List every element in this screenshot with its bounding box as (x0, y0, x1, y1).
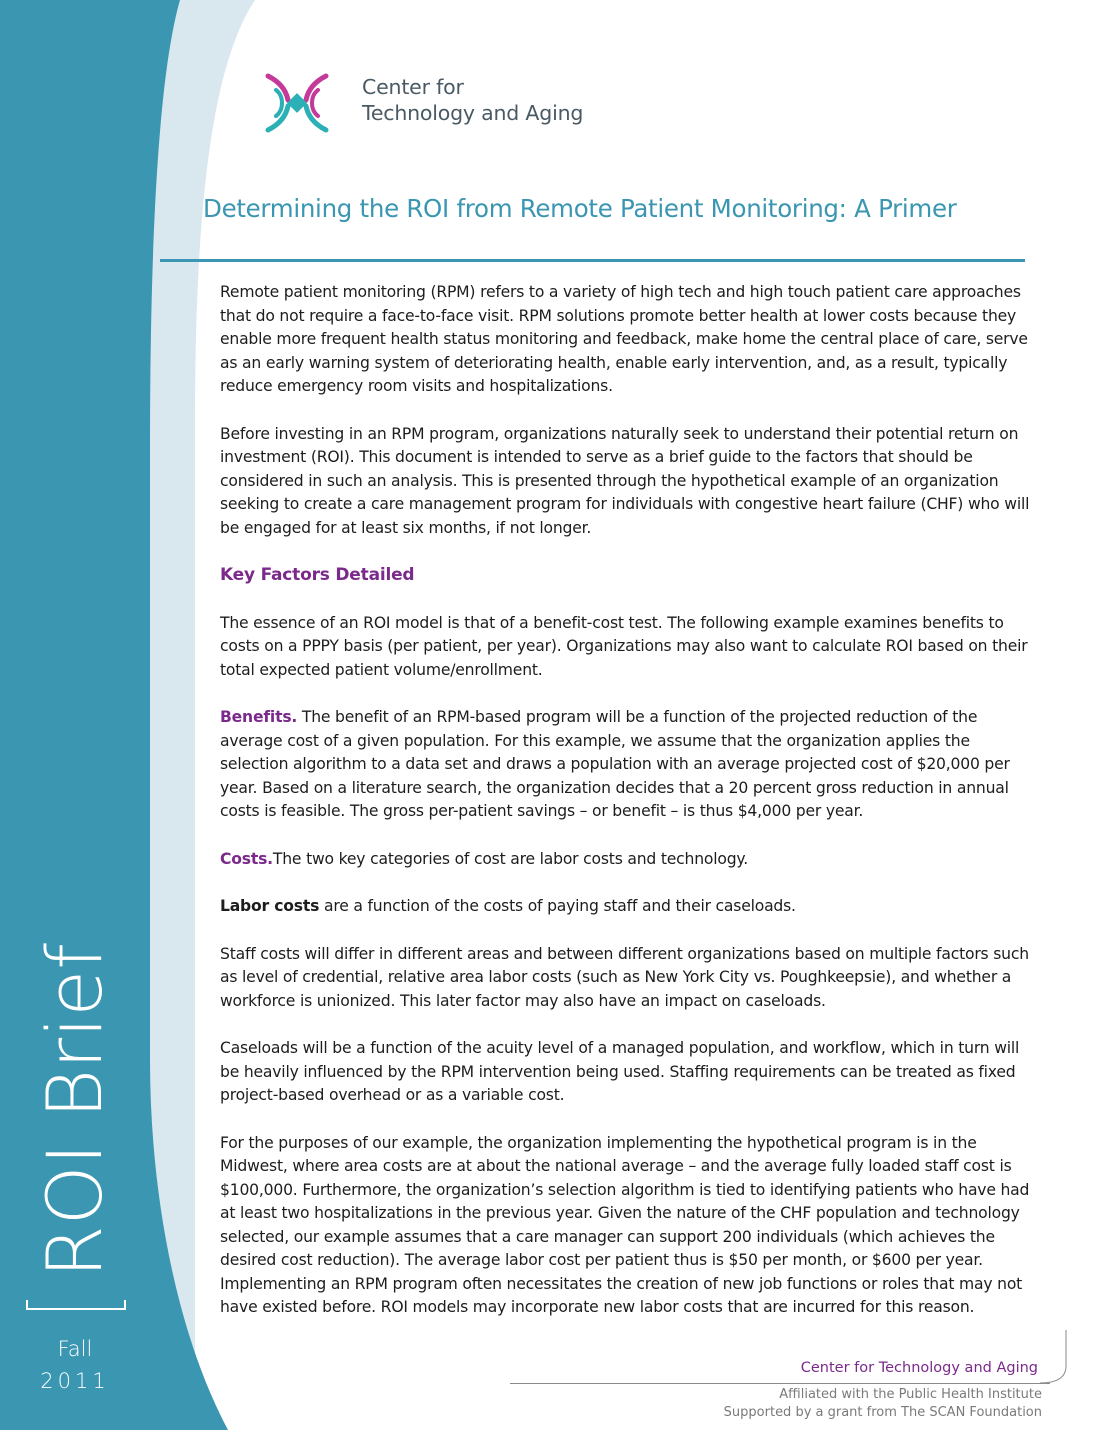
intro-paragraph: Remote patient monitoring (RPM) refers to a variety of high tech and high touch patient care approaches that do not require a face-to-face visit. RPM solutions promote better health at lower costs because they enable more frequent health status monitoring and feedback, make home the central place of care, serve as an early warning system of deteriorating health, enable early intervention, and, as a result, typically reduce emergency room visits and hospitalizations. (220, 283, 1028, 395)
footer-rule (510, 1383, 1050, 1384)
investment-paragraph: Before investing in an RPM program, organizations naturally seek to understand their potential return on investment (ROI). This document is intended to serve as a brief guide to the factors that should be considered in such an analysis. This is presented through the hypothetical example of an organization seeking to create a care management program for individuals with congestive heart failure (CHF) who will be engaged for at least six months, if not longer. (220, 424, 1030, 537)
costs-text: The two key categories of cost are labor costs and technology. (272, 849, 748, 868)
costs-label: Costs. (220, 849, 273, 868)
issue-season: Fall (57, 1337, 93, 1361)
caseloads-paragraph: Caseloads will be a function of the acuity level of a managed population, and workflow, which in turn will be heavily influenced by the RPM intervention being used. Staffing requirements can be treated as fixed project-based overhead or as a variable cost. (220, 1039, 1020, 1104)
issue-date (22, 1333, 128, 1397)
footer-credits (724, 1386, 1042, 1422)
footer-organization: Center for Technology and Aging (800, 1360, 1038, 1376)
staff-costs-paragraph: Staff costs will differ in different areas and between different organizations based on multiple factors such as level of credential, relative area labor costs (such as New York City vs. Poughkeepsie), and whether a workforce is unionized. This later factor may also have an impact on caseloads. (220, 944, 1029, 1010)
footer-support: Supported by a grant from The SCAN Foundation (723, 1405, 1042, 1420)
footer-rule-curve (1040, 1330, 1070, 1386)
example-paragraph: For the purposes of our example, the organization implementing the hypothetical program is in the Midwest, where area costs are at about the national average – and the average fully loaded staff cost is $100,000. Furthermore, the organization’s selection algorithm is tied to identifying patients who have had at least two hospitalizations in the previous year. Given the nature of the CHF population and technology selected, our example assumes that a care manager can support 200 individuals (which achieves the desired cost reduction). The average labor cost per patient thus is $50 per month, or $600 per year. Implementing an RPM program often necessitates the creation of new job functions or roles that may not have existed before. ROI models may incorporate new labor costs that are incurred for this reason. (220, 1133, 1030, 1316)
labor-costs-label: Labor costs (220, 897, 320, 915)
document-body (220, 281, 1032, 1344)
sidebar-divider-tick-left (26, 1300, 28, 1310)
benefits-label: Benefits. (220, 708, 298, 726)
issue-year: 2011 (40, 1369, 110, 1393)
benefits-paragraph (220, 706, 1032, 824)
document-title: Determining the ROI from Remote Patient Monitoring: A Primer (203, 194, 957, 223)
logo-mark-icon (262, 68, 332, 138)
benefits-text: The benefit of an RPM-based program will be a function of the projected reduction of the average cost of a given population. For this example, we assume that the organization applies the selection algorithm to a data set and draws a population with an average projected cost of $20,000 per year. Based on a literature search, the organization decides that a 20 percent gross reduction in annual costs is feasible. The gross per-patient savings – or benefit – is thus $4,000 per year. (220, 708, 1010, 820)
sidebar-divider (26, 1308, 126, 1310)
logo-wordmark (362, 74, 583, 126)
footer-affiliation: Affiliated with the Public Health Institute (779, 1387, 1042, 1402)
costs-paragraph (220, 848, 1032, 872)
sidebar-divider-tick-right (124, 1300, 126, 1310)
roi-model-paragraph: The essence of an ROI model is that of a benefit-cost test. The following example examines benefits to costs on a PPPY basis (per patient, per year). Organizations may also want to calculate ROI based on their total expected patient volume/enrollment. (220, 613, 1028, 679)
labor-costs-paragraph (220, 895, 1032, 919)
organization-logo (262, 68, 592, 138)
section-heading: Key Factors Detailed (220, 565, 415, 585)
logo-line-2: Technology and Aging (362, 101, 584, 125)
logo-line-1: Center for (362, 75, 464, 99)
series-title: ROI Brief (30, 943, 119, 1278)
labor-costs-text: are a function of the costs of paying staff and their caseloads. (319, 897, 796, 915)
title-divider (160, 259, 1025, 262)
